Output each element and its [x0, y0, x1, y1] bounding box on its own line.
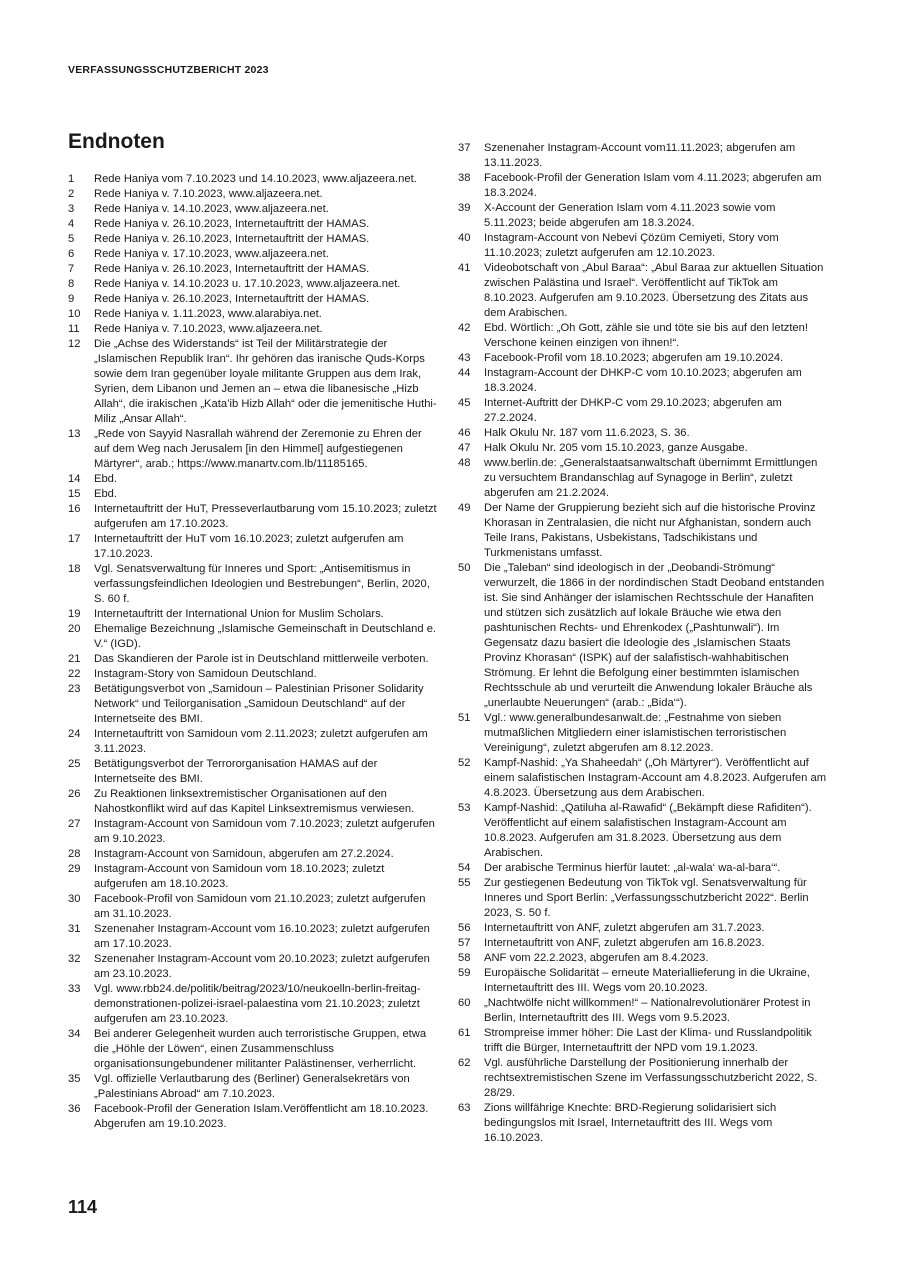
endnote-item — [458, 936, 828, 951]
endnote-text: Instagram-Account von Nebevi Çözüm Cemiyeti, Story vom 11.10.2023; zuletzt aufgerufen am 12.10.2023. — [484, 232, 779, 259]
endnote-number: 63 — [458, 1102, 471, 1114]
endnote-number: 42 — [458, 322, 471, 334]
endnote-item — [458, 1101, 828, 1146]
endnote-text: Die „Achse des Widerstands“ ist Teil der Militärstrategie der „Islamischen Republik Iran“. Ihr gehören das iranische Quds-Korps sowie dem Iran gegenüber loyale militante Gruppen aus dem Irak, Syrien, dem Libanon und Jemen an – etwa die libanesische „Hizb Allah“, die irakischen „Kata’ib Hizb Allah“ oder die jemenitische Huthi-Miliz „Ansar Allah“. — [94, 338, 437, 425]
endnote-text: Internetauftritt von ANF, zuletzt abgerufen am 31.7.2023. — [484, 922, 765, 934]
endnote-number: 38 — [458, 172, 471, 184]
endnote-item — [68, 607, 438, 622]
endnote-number: 10 — [68, 308, 81, 320]
endnote-text: Betätigungsverbot der Terrororganisation HAMAS auf der Internetseite des BMI. — [94, 758, 378, 785]
endnote-item — [68, 1027, 438, 1072]
endnote-number: 51 — [458, 712, 471, 724]
endnote-number: 35 — [68, 1073, 81, 1085]
endnote-text: Ehemalige Bezeichnung „Islamische Gemeinschaft in Deutschland e. V.“ (IGD). — [94, 623, 437, 650]
endnote-text: Szenenaher Instagram-Account vom 16.10.2023; zuletzt aufgerufen am 17.10.2023. — [94, 923, 430, 950]
endnote-text: Vgl. offizielle Verlautbarung des (Berliner) Generalsekretärs von „Palestinians Abroad“ am 7.10.2023. — [94, 1073, 410, 1100]
endnote-text: Bei anderer Gelegenheit wurden auch terroristische Gruppen, etwa die „Höhle der Löwen“, einen Zusammenschluss organisationsungebundener militanter Palästinenser, verherrlicht. — [94, 1028, 427, 1070]
endnote-number: 6 — [68, 248, 75, 260]
endnote-text: Internet-Auftritt der DHKP-C vom 29.10.2023; abgerufen am 27.2.2024. — [484, 397, 782, 424]
endnote-item — [68, 337, 438, 427]
endnote-text: Ebd. — [94, 473, 118, 485]
endnote-number: 9 — [68, 293, 75, 305]
endnote-number: 54 — [458, 862, 471, 874]
endnote-item — [458, 966, 828, 996]
endnote-item — [68, 892, 438, 922]
endnote-number: 47 — [458, 442, 471, 454]
endnote-number: 3 — [68, 203, 75, 215]
page-title: Endnoten — [68, 130, 165, 153]
endnote-item — [458, 456, 828, 501]
endnote-item — [458, 756, 828, 801]
endnote-text: Facebook-Profil der Generation Islam.Veröffentlicht am 18.10.2023. Abgerufen am 19.10.2023. — [94, 1103, 429, 1130]
endnote-number: 15 — [68, 488, 81, 500]
endnote-number: 24 — [68, 728, 81, 740]
endnote-number: 7 — [68, 263, 75, 275]
endnote-item — [68, 622, 438, 652]
endnote-number: 22 — [68, 668, 81, 680]
endnote-number: 14 — [68, 473, 81, 485]
endnote-number: 28 — [68, 848, 81, 860]
endnote-number: 61 — [458, 1027, 471, 1039]
endnote-item — [458, 876, 828, 921]
endnote-item — [68, 262, 438, 277]
endnote-text: Instagram-Account von Samidoun vom 7.10.2023; zuletzt aufgerufen am 9.10.2023. — [94, 818, 435, 845]
endnote-number: 60 — [458, 997, 471, 1009]
endnote-item — [458, 351, 828, 366]
endnote-item — [68, 292, 438, 307]
endnote-number: 13 — [68, 428, 81, 440]
endnote-text: Vgl. ausführliche Darstellung der Positionierung innerhalb der rechtsextremistischen Szene im Verfassungsschutzbericht 2022, S. 28/29. — [484, 1057, 818, 1099]
endnote-item — [68, 487, 438, 502]
endnote-item — [68, 472, 438, 487]
endnote-item — [68, 532, 438, 562]
endnote-text: Betätigungsverbot von „Samidoun – Palestinian Prisoner Solidarity Network“ und Teilorganisation „Samidoun Deutschland“ auf der Internetseite des BMI. — [94, 683, 424, 725]
endnote-number: 50 — [458, 562, 471, 574]
endnote-number: 41 — [458, 262, 471, 274]
endnote-number: 16 — [68, 503, 81, 515]
endnote-number: 62 — [458, 1057, 471, 1069]
endnote-number: 8 — [68, 278, 75, 290]
endnote-number: 18 — [68, 563, 81, 575]
endnote-text: Ebd. Wörtlich: „Oh Gott, zähle sie und töte sie bis auf den letzten! Verschone keinen einzigen von ihnen!“. — [484, 322, 808, 349]
endnote-item — [458, 921, 828, 936]
endnote-item — [458, 996, 828, 1026]
endnote-text: www.berlin.de: „Generalstaatsanwaltschaft übernimmt Ermittlungen zu versuchtem Brandanschlag auf Synagoge in Berlin“, zuletzt abgerufen am 21.2.2024. — [484, 457, 818, 499]
endnote-text: Instagram-Account von Samidoun vom 18.10.2023; zuletzt aufgerufen am 18.10.2023. — [94, 863, 385, 890]
endnote-item — [68, 322, 438, 337]
endnote-text: Kampf-Nashid: „Qatiluha al-Rawafid“ („Bekämpft diese Rafiditen“). Veröffentlicht auf einem salafistischen Instagram-Account am 10.8.2023. Aufgerufen am 31.8.2023. Übersetzung aus dem Arabischen. — [484, 802, 812, 859]
endnote-text: Szenenaher Instagram-Account vom 20.10.2023; zuletzt aufgerufen am 23.10.2023. — [94, 953, 430, 980]
endnote-text: Internetauftritt von Samidoun vom 2.11.2023; zuletzt aufgerufen am 3.11.2023. — [94, 728, 428, 755]
endnote-number: 55 — [458, 877, 471, 889]
endnote-number: 37 — [458, 142, 471, 154]
endnote-text: Szenenaher Instagram-Account vom11.11.2023; abgerufen am 13.11.2023. — [484, 142, 796, 169]
endnote-number: 19 — [68, 608, 81, 620]
endnote-text: Zur gestiegenen Bedeutung von TikTok vgl. Senatsverwaltung für Inneres und Sport Berlin: „Verfassungsschutzbericht 2022“. Berlin 2023, S. 50 f. — [484, 877, 809, 919]
endnote-text: Internetauftritt der HuT vom 16.10.2023; zuletzt aufgerufen am 17.10.2023. — [94, 533, 404, 560]
endnote-text: Strompreise immer höher: Die Last der Klima- und Russlandpolitik trifft die Bürger, Internetauftritt der NPD vom 19.1.2023. — [484, 1027, 812, 1054]
endnote-item — [68, 817, 438, 847]
endnote-item — [458, 951, 828, 966]
endnote-number: 46 — [458, 427, 471, 439]
endnote-number: 17 — [68, 533, 81, 545]
endnote-number: 58 — [458, 952, 471, 964]
endnote-text: „Nachtwölfe nicht willkommen!“ – Nationalrevolutionärer Protest in Berlin, Internetauftritt des III. Wegs vom 9.5.2023. — [484, 997, 811, 1024]
endnote-item — [68, 922, 438, 952]
endnote-text: Vgl. www.rbb24.de/politik/beitrag/2023/10/neukoelln-berlin-freitag-demonstrationen-polizei-israel-palaestina vom 21.10.2023; zuletzt aufgerufen am 23.10.2023. — [94, 983, 421, 1025]
endnotes-column-right — [458, 141, 828, 1146]
endnote-item — [458, 231, 828, 261]
endnote-text: ANF vom 22.2.2023, abgerufen am 8.4.2023. — [484, 952, 709, 964]
endnote-text: Rede Haniya v. 7.10.2023, www.aljazeera.net. — [94, 188, 323, 200]
endnote-item — [458, 141, 828, 171]
endnote-text: Das Skandieren der Parole ist in Deutschland mittlerweile verboten. — [94, 653, 429, 665]
endnote-item — [68, 952, 438, 982]
endnote-number: 31 — [68, 923, 81, 935]
endnote-text: „Rede von Sayyid Nasrallah während der Zeremonie zu Ehren der auf dem Weg nach Jerusalem [in den Himmel] aufgestiegenen Märtyrer“, arab.; https://www.manartv.com.lb/11185165. — [94, 428, 422, 470]
endnote-item — [458, 801, 828, 861]
endnote-text: Rede Haniya v. 26.10.2023, Internetauftritt der HAMAS. — [94, 263, 370, 275]
endnote-item — [68, 427, 438, 472]
endnote-number: 2 — [68, 188, 75, 200]
endnote-item — [68, 277, 438, 292]
endnote-text: Instagram-Story von Samidoun Deutschland. — [94, 668, 317, 680]
endnote-item — [68, 172, 438, 187]
endnote-item — [458, 396, 828, 426]
endnote-text: Halk Okulu Nr. 187 vom 11.6.2023, S. 36. — [484, 427, 690, 439]
endnote-item — [68, 787, 438, 817]
endnote-item — [68, 217, 438, 232]
endnote-number: 12 — [68, 338, 81, 350]
endnote-text: Europäische Solidarität – erneute Materiallieferung in die Ukraine, Internetauftritt des III. Wegs vom 20.10.2023. — [484, 967, 810, 994]
endnote-text: Rede Haniya v. 17.10.2023, www.aljazeera.net. — [94, 248, 329, 260]
endnote-text: X-Account der Generation Islam vom 4.11.2023 sowie vom 5.11.2023; beide abgerufen am 18.3.2024. — [484, 202, 776, 229]
endnote-text: Rede Haniya v. 7.10.2023, www.aljazeera.net. — [94, 323, 323, 335]
endnote-text: Instagram-Account der DHKP-C vom 10.10.2023; abgerufen am 18.3.2024. — [484, 367, 802, 394]
endnote-text: Vgl. Senatsverwaltung für Inneres und Sport: „Antisemitismus in verfassungsfeindlichen Ideologien und Bestrebungen“, Berlin, 2020, S. 60 f. — [94, 563, 430, 605]
endnote-number: 27 — [68, 818, 81, 830]
endnote-item — [458, 501, 828, 561]
endnote-item — [68, 307, 438, 322]
endnote-text: Der Name der Gruppierung bezieht sich auf die historische Provinz Khorasan in Zentralasien, die nicht nur Afghanistan, sondern auch Teile Irans, Pakistans, Usbekistans, Tadschikistans und Turkmenistans umfasst. — [484, 502, 816, 559]
endnote-number: 29 — [68, 863, 81, 875]
endnote-number: 34 — [68, 1028, 81, 1040]
page-number: 114 — [68, 1197, 98, 1217]
endnote-number: 1 — [68, 173, 75, 185]
endnote-item — [68, 727, 438, 757]
endnote-item — [68, 862, 438, 892]
endnote-text: Internetauftritt von ANF, zuletzt abgerufen am 16.8.2023. — [484, 937, 765, 949]
endnote-number: 23 — [68, 683, 81, 695]
endnote-item — [68, 847, 438, 862]
endnote-item — [458, 561, 828, 711]
endnote-number: 48 — [458, 457, 471, 469]
endnote-number: 21 — [68, 653, 81, 665]
endnote-text: Zions willfährige Knechte: BRD-Regierung solidarisiert sich bedingungslos mit Israel, Internetauftritt des III. Wegs vom 16.10.2023. — [484, 1102, 777, 1144]
endnote-text: Vgl.: www.generalbundesanwalt.de: „Festnahme von sieben mutmaßlichen Mitgliedern einer islamistischen terroristischen Vereinigung“, zuletzt abgerufen am 8.12.2023. — [484, 712, 787, 754]
endnote-number: 59 — [458, 967, 471, 979]
endnote-text: Zu Reaktionen linksextremistischer Organisationen auf den Nahostkonflikt wird auf das Kapitel Linksextremismus verwiesen. — [94, 788, 415, 815]
endnote-item — [68, 682, 438, 727]
endnote-text: Die „Taleban“ sind ideologisch in der „Deobandi-Strömung“ verwurzelt, die 1866 in der nordindischen Stadt Deoband entstanden ist. Sie sind Anhänger der islamischen Rechtsschule der Hanafiten und stützen sich zusätzlich auf lokale Bräuche wie etwa den pashtunischen Rechts- und Ehrenkodex („Pashtunwali“). Im Gegensatz dazu basiert die Ideologie des „Islamischen Staats Provinz Khorasan“ (ISPK) auf der salafistisch-wahhabitischen Strömung. Er lehnt die Befolgung einer bestimmten islamischen Rechtsschule ab und verurteilt die Anwendung lokaler Bräuche als „unerlaubte Neuerungen“ (arab.: „Bida‘“). — [484, 562, 825, 709]
endnote-item — [68, 202, 438, 217]
running-header: VERFASSUNGSSCHUTZBERICHT 2023 — [68, 64, 269, 76]
endnotes-column-left — [68, 172, 438, 1132]
endnote-number: 49 — [458, 502, 471, 514]
endnote-text: Der arabische Terminus hierfür lautet: „al-wala‘ wa-al-bara‘“. — [484, 862, 781, 874]
endnote-item — [68, 562, 438, 607]
endnote-number: 26 — [68, 788, 81, 800]
endnote-item — [68, 1072, 438, 1102]
endnote-number: 11 — [68, 323, 80, 335]
endnote-item — [458, 366, 828, 396]
endnote-number: 45 — [458, 397, 471, 409]
endnote-item — [458, 171, 828, 201]
endnote-text: Rede Haniya v. 14.10.2023 u. 17.10.2023, www.aljazeera.net. — [94, 278, 401, 290]
endnote-text: Rede Haniya v. 1.11.2023, www.alarabiya.net. — [94, 308, 322, 320]
endnote-number: 30 — [68, 893, 81, 905]
endnote-text: Facebook-Profil der Generation Islam vom 4.11.2023; abgerufen am 18.3.2024. — [484, 172, 822, 199]
endnote-number: 56 — [458, 922, 471, 934]
endnote-text: Halk Okulu Nr. 205 vom 15.10.2023, ganze Ausgabe. — [484, 442, 748, 454]
endnote-number: 5 — [68, 233, 75, 245]
endnote-number: 4 — [68, 218, 75, 230]
endnote-number: 44 — [458, 367, 471, 379]
endnote-number: 39 — [458, 202, 471, 214]
endnote-text: Kampf-Nashid: „Ya Shaheedah“ („Oh Märtyrer“). Veröffentlicht auf einem salafistischen Instagram-Account am 4.8.2023. Aufgerufen am 4.8.2023. Übersetzung aus dem Arabischen. — [484, 757, 827, 799]
endnote-text: Facebook-Profil vom 18.10.2023; abgerufen am 19.10.2024. — [484, 352, 784, 364]
endnote-text: Facebook-Profil von Samidoun vom 21.10.2023; zuletzt aufgerufen am 31.10.2023. — [94, 893, 426, 920]
endnote-item — [458, 1056, 828, 1101]
endnote-text: Instagram-Account von Samidoun, abgerufen am 27.2.2024. — [94, 848, 394, 860]
endnote-text: Videobotschaft von „Abul Baraa“: „Abul Baraa zur aktuellen Situation zwischen Palästina und Israel“. Veröffentlicht auf TikTok am 8.10.2023. Aufgerufen am 9.10.2023. Übersetzung des Zitats aus dem Arabischen. — [484, 262, 824, 319]
endnote-item — [68, 757, 438, 787]
endnote-number: 33 — [68, 983, 81, 995]
endnote-item — [68, 982, 438, 1027]
endnote-number: 20 — [68, 623, 81, 635]
endnote-item — [458, 321, 828, 351]
endnote-item — [458, 261, 828, 321]
endnote-text: Rede Haniya v. 26.10.2023, Internetauftritt der HAMAS. — [94, 218, 370, 230]
endnote-item — [458, 861, 828, 876]
endnote-text: Internetauftritt der HuT, Presseverlautbarung vom 15.10.2023; zuletzt aufgerufen am 17.10.2023. — [94, 503, 437, 530]
endnote-number: 40 — [458, 232, 471, 244]
endnote-text: Ebd. — [94, 488, 118, 500]
endnote-item — [68, 667, 438, 682]
endnote-item — [68, 1102, 438, 1132]
endnote-number: 57 — [458, 937, 471, 949]
endnote-item — [68, 652, 438, 667]
endnote-number: 36 — [68, 1103, 81, 1115]
endnote-text: Rede Haniya v. 14.10.2023, www.aljazeera.net. — [94, 203, 329, 215]
endnote-item — [458, 426, 828, 441]
endnote-number: 32 — [68, 953, 81, 965]
endnote-item — [458, 201, 828, 231]
endnote-item — [68, 502, 438, 532]
endnote-number: 53 — [458, 802, 471, 814]
endnote-text: Rede Haniya vom 7.10.2023 und 14.10.2023, www.aljazeera.net. — [94, 173, 417, 185]
endnote-text: Rede Haniya v. 26.10.2023, Internetauftritt der HAMAS. — [94, 293, 370, 305]
endnote-item — [68, 232, 438, 247]
endnote-item — [68, 247, 438, 262]
endnote-item — [458, 1026, 828, 1056]
endnote-number: 25 — [68, 758, 81, 770]
endnote-item — [458, 441, 828, 456]
endnote-number: 52 — [458, 757, 471, 769]
endnote-item — [68, 187, 438, 202]
endnote-number: 43 — [458, 352, 471, 364]
endnote-item — [458, 711, 828, 756]
endnote-text: Rede Haniya v. 26.10.2023, Internetauftritt der HAMAS. — [94, 233, 370, 245]
endnote-text: Internetauftritt der International Union for Muslim Scholars. — [94, 608, 384, 620]
